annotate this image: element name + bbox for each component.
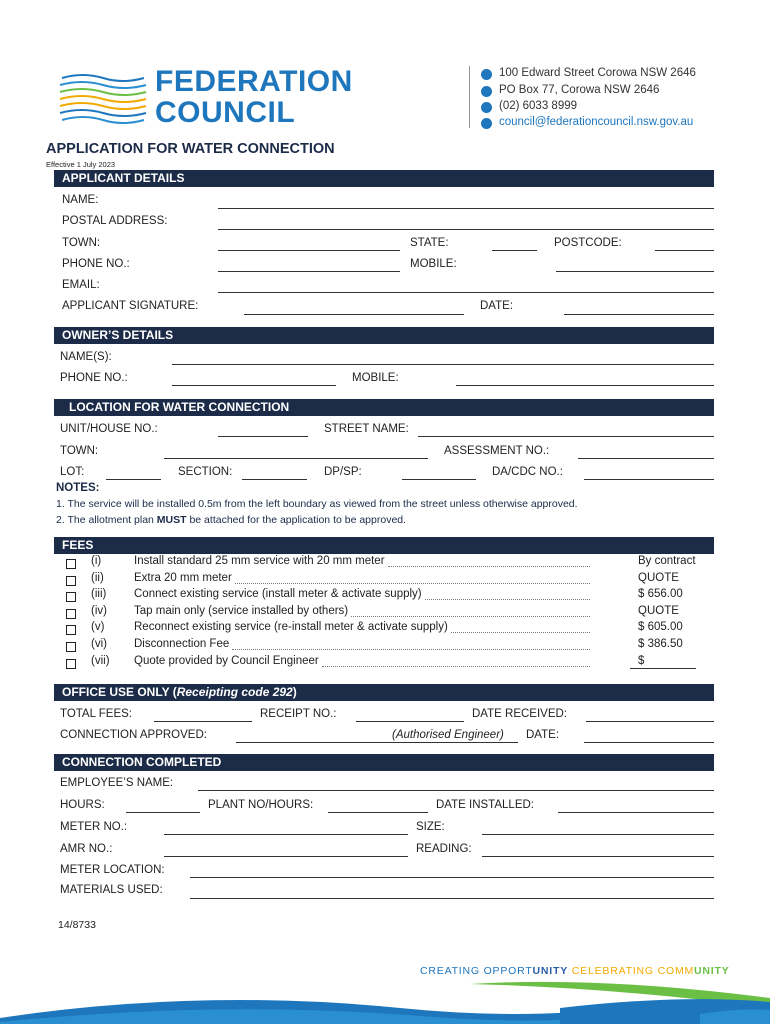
receipt-label: RECEIPT NO.: xyxy=(260,708,337,720)
owner-mobile-field[interactable] xyxy=(456,385,714,386)
contact-email[interactable]: council@federationcouncil.nsw.gov.au xyxy=(499,116,694,128)
location-town-field[interactable] xyxy=(164,458,428,459)
page-title: APPLICATION FOR WATER CONNECTION xyxy=(46,141,335,157)
mobile-field[interactable] xyxy=(556,271,714,272)
fee-leader-dots xyxy=(322,666,590,667)
applicant-date-field[interactable] xyxy=(564,314,714,315)
fee-checkbox[interactable] xyxy=(66,659,76,669)
lot-label: LOT: xyxy=(60,466,85,478)
state-field[interactable] xyxy=(492,250,537,251)
dacdc-label: DA/CDC NO.: xyxy=(492,466,563,478)
contact-po-box: PO Box 77, Corowa NSW 2646 xyxy=(499,84,660,96)
meter-no-field[interactable] xyxy=(164,834,408,835)
notes-heading: NOTES: xyxy=(56,482,100,494)
fee-checkbox[interactable] xyxy=(66,609,76,619)
fee-amount: $ 605.00 xyxy=(638,621,683,633)
council-logo xyxy=(58,72,148,124)
mail-icon xyxy=(481,86,492,97)
town-label: TOWN: xyxy=(62,237,101,249)
effective-date: Effective 1 July 2023 xyxy=(46,160,116,169)
owner-phone-label: PHONE NO.: xyxy=(60,372,128,384)
owner-names-label: NAME(S): xyxy=(60,351,112,363)
fee-leader-dots xyxy=(351,616,590,617)
meter-location-field[interactable] xyxy=(190,877,714,878)
state-label: STATE: xyxy=(410,237,449,249)
fee-number: (iii) xyxy=(91,588,107,600)
authorised-engineer-label: (Authorised Engineer) xyxy=(392,729,504,741)
fee-number: (ii) xyxy=(91,572,104,584)
connection-completed-heading: CONNECTION COMPLETED xyxy=(54,754,714,771)
applicant-name-label: NAME: xyxy=(62,194,99,206)
hours-label: HOURS: xyxy=(60,799,105,811)
applicant-details-heading: APPLICANT DETAILS xyxy=(54,170,714,187)
fee-description: Extra 20 mm meter xyxy=(134,572,232,584)
dacdc-field[interactable] xyxy=(584,479,714,480)
location-town-label: TOWN: xyxy=(60,445,99,457)
receipt-field[interactable] xyxy=(356,721,464,722)
employee-label: EMPLOYEE’S NAME: xyxy=(60,777,174,789)
fee-checkbox[interactable] xyxy=(66,625,76,635)
note-2: 2. The allotment plan MUST be attached for the application to be approved. xyxy=(56,514,407,526)
fees-heading: FEES xyxy=(54,537,714,554)
amr-no-field[interactable] xyxy=(164,856,408,857)
approved-date-field[interactable] xyxy=(584,742,714,743)
fee-amount: QUOTE xyxy=(638,572,679,584)
postcode-field[interactable] xyxy=(655,250,714,251)
date-installed-field[interactable] xyxy=(558,812,714,813)
size-field[interactable] xyxy=(482,834,714,835)
fee-number: (i) xyxy=(91,555,102,567)
quote-amount-field[interactable] xyxy=(630,668,696,669)
fee-description: Tap main only (service installed by others) xyxy=(134,605,349,617)
date-received-label: DATE RECEIVED: xyxy=(472,708,567,720)
plant-label: PLANT NO/HOURS: xyxy=(208,799,314,811)
fee-amount: $ 656.00 xyxy=(638,588,683,600)
org-name-line2: COUNCIL xyxy=(155,96,296,129)
dpsp-field[interactable] xyxy=(402,479,476,480)
fee-description: Connect existing service (install meter & activate supply) xyxy=(134,588,422,600)
email-field[interactable] xyxy=(218,292,714,293)
fee-description: Quote provided by Council Engineer xyxy=(134,655,319,667)
reading-label: READING: xyxy=(416,843,472,855)
connection-approved-label: CONNECTION APPROVED: xyxy=(60,729,207,741)
owner-phone-field[interactable] xyxy=(172,385,336,386)
lot-field[interactable] xyxy=(106,479,161,480)
note-1: 1. The service will be installed 0.5m from the left boundary as viewed from the street unless otherwise approved. xyxy=(56,498,578,510)
fee-leader-dots xyxy=(451,632,590,633)
fee-number: (iv) xyxy=(91,605,107,617)
hours-field[interactable] xyxy=(126,812,200,813)
phone-icon xyxy=(481,102,492,113)
fee-description: Install standard 25 mm service with 20 mm meter xyxy=(134,555,385,567)
section-label: SECTION: xyxy=(178,466,233,478)
phone-label: PHONE NO.: xyxy=(62,258,130,270)
meter-no-label: METER NO.: xyxy=(60,821,128,833)
email-icon xyxy=(481,118,492,129)
document-ref: 14/8733 xyxy=(58,919,96,931)
mobile-label: MOBILE: xyxy=(410,258,457,270)
fee-number: (vii) xyxy=(91,655,110,667)
fee-checkbox[interactable] xyxy=(66,559,76,569)
location-icon xyxy=(481,69,492,80)
fee-checkbox[interactable] xyxy=(66,592,76,602)
street-label: STREET NAME: xyxy=(324,423,409,435)
reading-field[interactable] xyxy=(482,856,714,857)
applicant-date-label: DATE: xyxy=(480,300,514,312)
postal-address-label: POSTAL ADDRESS: xyxy=(62,215,168,227)
footer-wave-graphic xyxy=(0,968,770,1024)
town-field[interactable] xyxy=(218,250,400,251)
unit-label: UNIT/HOUSE NO.: xyxy=(60,423,158,435)
fee-amount: QUOTE xyxy=(638,605,679,617)
postcode-label: POSTCODE: xyxy=(554,237,622,249)
assessment-field[interactable] xyxy=(578,458,714,459)
email-label: EMAIL: xyxy=(62,279,100,291)
postal-address-field[interactable] xyxy=(218,229,714,230)
section-field[interactable] xyxy=(242,479,307,480)
fee-number: (vi) xyxy=(91,638,107,650)
fee-description: Disconnection Fee xyxy=(134,638,230,650)
meter-location-label: METER LOCATION: xyxy=(60,864,165,876)
fee-amount: $ xyxy=(638,655,645,667)
header-divider xyxy=(469,66,470,128)
fee-number: (v) xyxy=(91,621,105,633)
contact-phone: (02) 6033 8999 xyxy=(499,100,578,112)
total-fees-field[interactable] xyxy=(154,721,252,722)
location-heading: LOCATION FOR WATER CONNECTION xyxy=(54,399,714,416)
plant-field[interactable] xyxy=(328,812,428,813)
fee-amount: $ 386.50 xyxy=(638,638,683,650)
total-fees-label: TOTAL FEES: xyxy=(60,708,132,720)
connection-approved-field[interactable] xyxy=(236,742,518,743)
employee-field[interactable] xyxy=(198,790,714,791)
fee-checkbox[interactable] xyxy=(66,576,76,586)
assessment-label: ASSESSMENT NO.: xyxy=(444,445,550,457)
fee-leader-dots xyxy=(388,566,590,567)
dpsp-label: DP/SP: xyxy=(324,466,362,478)
fee-leader-dots xyxy=(425,599,590,600)
fee-description: Reconnect existing service (re-install meter & activate supply) xyxy=(134,621,448,633)
materials-label: MATERIALS USED: xyxy=(60,884,163,896)
fee-checkbox[interactable] xyxy=(66,642,76,652)
fee-leader-dots xyxy=(232,649,590,650)
fee-amount: By contract xyxy=(638,555,696,567)
materials-field[interactable] xyxy=(190,898,714,899)
phone-field[interactable] xyxy=(218,271,400,272)
slogan: CREATING OPPORTUNITY CELEBRATING COMMUNITY xyxy=(420,965,730,977)
contact-address: 100 Edward Street Corowa NSW 2646 xyxy=(499,67,696,79)
unit-field[interactable] xyxy=(218,436,308,437)
signature-field[interactable] xyxy=(244,314,464,315)
applicant-name-field[interactable] xyxy=(218,208,714,209)
owner-names-field[interactable] xyxy=(172,364,714,365)
office-use-heading: OFFICE USE ONLY (Receipting code 292) xyxy=(54,684,714,701)
owner-details-heading: OWNER’S DETAILS xyxy=(54,327,714,344)
date-installed-label: DATE INSTALLED: xyxy=(436,799,534,811)
signature-label: APPLICANT SIGNATURE: xyxy=(62,300,199,312)
amr-no-label: AMR NO.: xyxy=(60,843,113,855)
org-name-line1: FEDERATION xyxy=(155,65,353,98)
fee-leader-dots xyxy=(235,583,590,584)
approved-date-label: DATE: xyxy=(526,729,560,741)
street-field[interactable] xyxy=(418,436,714,437)
size-label: SIZE: xyxy=(416,821,445,833)
date-received-field[interactable] xyxy=(586,721,714,722)
owner-mobile-label: MOBILE: xyxy=(352,372,399,384)
